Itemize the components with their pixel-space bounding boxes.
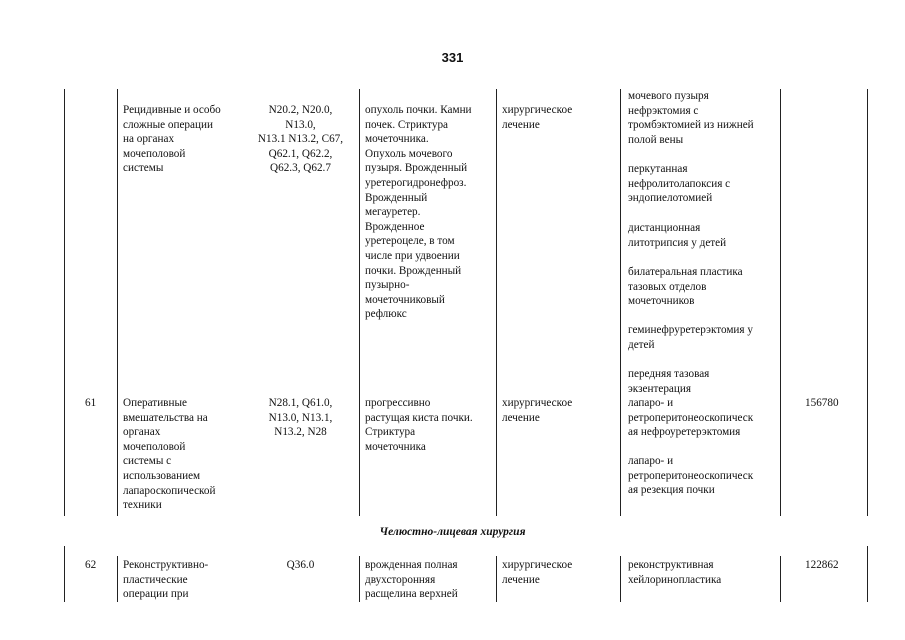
cell-codes: Q36.0: [286, 559, 315, 571]
column-divider-3: [496, 556, 497, 602]
cell-treatment: хирургическое лечение: [502, 104, 573, 131]
column-divider-1: [117, 556, 118, 602]
table-border-left: [64, 89, 65, 516]
section-title: Челюстно-лицевая хирургия: [379, 526, 526, 538]
column-divider-1: [117, 89, 118, 516]
cell-cost: 156780: [805, 397, 839, 409]
column-divider-2: [359, 556, 360, 602]
cell-method: передняя тазовая экзентерация: [628, 368, 710, 395]
cell-method: лапаро- и ретроперитонеоскопическ ая резекция почки: [628, 455, 754, 497]
column-divider-5: [780, 556, 781, 602]
column-divider-5: [780, 89, 781, 516]
column-divider-2: [359, 89, 360, 516]
cell-treatment: хирургическое лечение: [502, 397, 573, 424]
cell-method: билатеральная пластика тазовых отделов мочеточников: [628, 266, 743, 308]
cell-name: Оперативные вмешательства на органах мочеполовой системы с использованием лапароскопической техники: [123, 397, 216, 512]
cell-method: дистанционная литотрипсия у детей: [628, 222, 727, 249]
cell-disease: опухоль почки. Камни почек. Стриктура мочеточника. Опухоль мочевого пузыря. Врожденный уретерогидронефроз. Врожденный мегауретер. Врожденное уретероцеле, в том числе при удвоении почки. Врожденный пузырно- мочеточниковый рефлюкс: [365, 104, 472, 321]
table-border-right: [867, 89, 868, 516]
cell-number: 62: [85, 559, 97, 571]
cell-number: 61: [85, 397, 97, 409]
cell-method: перкутанная нефролитолапоксия с эндопиелотомией: [628, 163, 731, 205]
table-border-left: [64, 546, 65, 602]
cell-cost: 122862: [805, 559, 839, 571]
cell-name: Рецидивные и особо сложные операции на органах мочеполовой системы: [123, 104, 221, 175]
page-number: 331: [441, 50, 464, 65]
cell-treatment: хирургическое лечение: [502, 559, 573, 586]
column-divider-4: [620, 89, 621, 516]
cell-method: мочевого пузыря нефрэктомия с тромбэктомией из нижней полой вены: [628, 90, 754, 146]
cell-method: реконструктивная хейлоринопластика: [628, 559, 722, 586]
cell-codes: N28.1, Q61.0, N13.0, N13.1, N13.2, N28: [268, 397, 333, 439]
cell-disease: прогрессивно растущая киста почки. Стриктура мочеточника: [365, 397, 473, 453]
cell-disease: врожденная полная двухсторонняя расщелина верхней: [365, 559, 458, 601]
column-divider-3: [496, 89, 497, 516]
column-divider-4: [620, 556, 621, 602]
cell-name: Реконструктивно- пластические операции при: [123, 559, 209, 601]
cell-method: геминефруретерэктомия у детей: [628, 324, 753, 351]
cell-codes: N20.2, N20.0, N13.0, N13.1 N13.2, C67, Q62.1, Q62.2, Q62.3, Q62.7: [257, 104, 344, 175]
table-border-right: [867, 546, 868, 602]
cell-method: лапаро- и ретроперитонеоскопическ ая нефроуретерэктомия: [628, 397, 754, 439]
